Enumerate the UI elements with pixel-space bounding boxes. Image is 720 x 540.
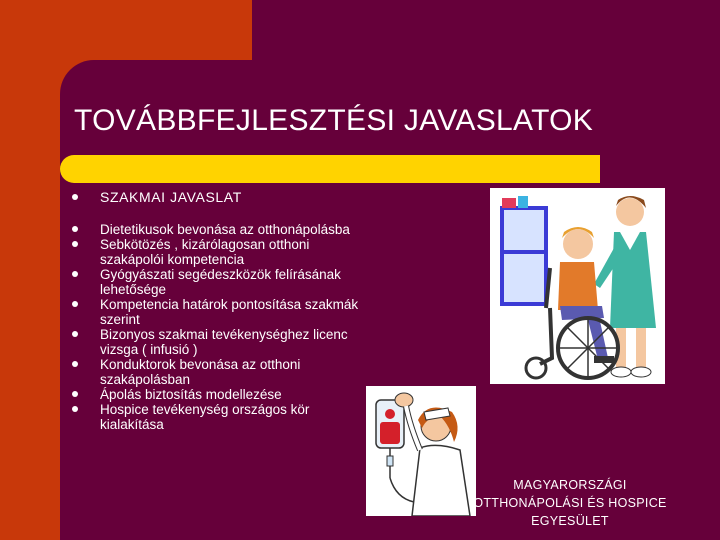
bullet-text: Gyógyászati segédeszközök felírásának lehetősége — [100, 267, 341, 297]
bullet-dot — [72, 331, 78, 337]
bullet-text: Bizonyos szakmai tevékenységhez licenc vizsga ( infusió ) — [100, 327, 348, 357]
list-item — [72, 237, 362, 267]
bullet-text: Ápolás biztosítás modellezése — [100, 387, 282, 402]
nurse-wheelchair-clipart — [490, 188, 665, 384]
organization-footer — [460, 476, 680, 530]
bullet-text: Dietetikusok bevonása az otthonápolásba — [100, 222, 350, 237]
bullet-text: Kompetencia határok pontosítása szakmák szerint — [100, 297, 359, 327]
bullet-dot — [72, 301, 78, 307]
bullet-dot — [72, 406, 78, 412]
bullet-text: Sebkötözés , kizárólagosan otthoni szakápolói kompetencia — [100, 237, 310, 267]
list-item — [72, 222, 362, 237]
bullet-dot — [72, 391, 78, 397]
list-item — [72, 267, 362, 297]
footer-line: OTTHONÁPOLÁSI ÉS HOSPICE — [473, 496, 667, 510]
bullet-text: Hospice tevékenység országos kör kialakítása — [100, 402, 310, 432]
bullet-dot — [72, 194, 78, 200]
list-item — [72, 402, 362, 432]
title-underline-bar — [60, 155, 600, 183]
bullet-dot — [72, 226, 78, 232]
bullet-dot — [72, 271, 78, 277]
footer-line: EGYESÜLET — [531, 514, 609, 528]
list-item — [72, 357, 362, 387]
bullet-text: Konduktorok bevonása az otthoni szakápolásban — [100, 357, 301, 387]
bullet-heading-text: SZAKMAI JAVASLAT — [100, 189, 242, 205]
bullet-dot — [72, 241, 78, 247]
list-item — [72, 190, 362, 205]
footer-line: MAGYARORSZÁGI — [513, 478, 627, 492]
slide-title: TOVÁBBFEJLESZTÉSI JAVASLATOK — [74, 104, 594, 137]
list-item — [72, 327, 362, 357]
list-item — [72, 297, 362, 327]
bullet-dot — [72, 361, 78, 367]
list-item — [72, 387, 362, 402]
bullet-list — [72, 190, 362, 432]
